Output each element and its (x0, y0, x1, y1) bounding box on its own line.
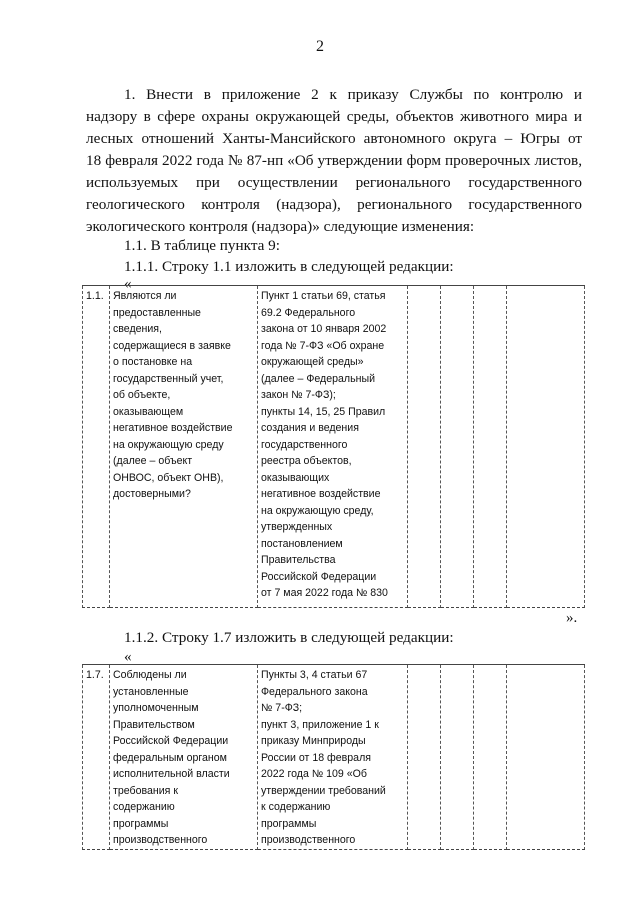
amendment-table-row-1-7 (82, 664, 585, 850)
empty-cell (474, 286, 507, 608)
reference-line: Российской Федерации (261, 570, 377, 583)
question-line: достоверными? (113, 488, 191, 500)
question-line: Соблюдены ли (113, 669, 187, 681)
question-line: о постановке на (113, 356, 193, 368)
reference-line: Федерального закона (261, 685, 368, 698)
close-quote: ». (566, 610, 578, 626)
question-line: уполномоченным (113, 702, 199, 714)
question-line: негативное воздействие (113, 422, 233, 434)
paragraph-line: используемых при осуществлении регионального государственного (86, 174, 582, 191)
reference-line: закона от 10 января 2002 (261, 323, 387, 335)
question-line: Правительством (113, 718, 195, 731)
item-1-1-1: 1.1.1. Строку 1.1 изложить в следующей редакции: (124, 258, 454, 275)
question-line: содержанию (113, 801, 175, 813)
question-line: федеральным органом (113, 751, 227, 764)
question-cell (110, 665, 258, 850)
reference-line: (далее – Федеральный (261, 372, 375, 385)
paragraph-line: геологического контроля (надзора), регионального государственного (86, 196, 582, 213)
reference-line: утвержденных (261, 521, 333, 533)
reference-line: создания и ведения (261, 422, 359, 434)
paragraph-line: лесных отношений Ханты-Мансийского автономного округа – Югры от (86, 130, 582, 147)
reference-line: пункты 14, 15, 25 Правил (261, 405, 386, 418)
question-line: государственный учет, (113, 372, 224, 385)
empty-cell (408, 286, 441, 608)
empty-cell (441, 286, 474, 608)
reference-line: закон № 7-ФЗ); (261, 389, 336, 401)
reference-line: № 7-ФЗ; (261, 702, 303, 714)
paragraph-line: экологического контроля (надзора)» следующие изменения: (86, 218, 475, 235)
question-line: ОНВОС, объект ОНВ), (113, 471, 224, 484)
row-number: 1.1. (83, 286, 110, 608)
reference-line: 2022 года № 109 «Об (261, 768, 367, 780)
empty-cell (408, 665, 441, 850)
item-1-1-2: 1.1.2. Строку 1.7 изложить в следующей редакции: (124, 629, 454, 646)
question-line: содержащиеся в заявке (113, 339, 231, 352)
reference-line: Пункты 3, 4 статьи 67 (261, 669, 368, 681)
reference-line: 69.2 Федерального (261, 306, 356, 319)
paragraph-line: 18 февраля 2022 года № 87-нп «Об утверждении форм проверочных листов, (86, 152, 582, 169)
reference-line: реестра объектов, (261, 455, 352, 467)
reference-line: пункт 3, приложение 1 к (261, 718, 379, 731)
reference-line: России от 18 февраля (261, 751, 371, 764)
reference-line: года № 7-ФЗ «Об охране (261, 339, 385, 352)
reference-line: к содержанию (261, 801, 331, 813)
empty-cell (507, 665, 585, 850)
open-quote: « (124, 275, 132, 292)
reference-line: программы (261, 817, 317, 830)
reference-line: Правительства (261, 554, 336, 566)
reference-line: на окружающую среду, (261, 504, 374, 517)
page-number: 2 (316, 38, 324, 55)
paragraph-line: 1. Внести в приложение 2 к приказу Службы по контролю и (124, 86, 582, 103)
item-1-1: 1.1. В таблице пункта 9: (124, 237, 280, 254)
question-line: требования к (113, 784, 178, 797)
question-line: предоставленные (113, 306, 201, 319)
legal-reference-cell (258, 665, 408, 850)
question-line: установленные (113, 685, 189, 698)
reference-line: постановлением (261, 537, 343, 550)
reference-line: государственного (261, 438, 348, 451)
question-line: Являются ли (113, 290, 177, 302)
reference-line: производственного (261, 834, 356, 846)
question-line: на окружающую среду (113, 438, 224, 451)
reference-line: Пункт 1 статьи 69, статья (261, 290, 386, 302)
open-quote: « (124, 648, 132, 665)
reference-line: утверждении требований (261, 784, 386, 797)
reference-line: негативное воздействие (261, 488, 381, 500)
row-number: 1.7. (83, 665, 110, 850)
question-cell (110, 286, 258, 608)
amendment-table-row-1-1 (82, 285, 585, 608)
paragraph-1 (86, 84, 582, 238)
legal-reference-cell (258, 286, 408, 608)
reference-line: приказу Минприроды (261, 735, 366, 747)
reference-line: оказывающих (261, 471, 330, 484)
empty-cell (441, 665, 474, 850)
reference-line: от 7 мая 2022 года № 830 (261, 587, 388, 599)
reference-line: окружающей среды» (261, 356, 364, 368)
question-line: сведения, (113, 323, 162, 335)
question-line: исполнительной власти (113, 768, 230, 780)
empty-cell (474, 665, 507, 850)
empty-cell (507, 286, 585, 608)
question-line: об объекте, (113, 389, 171, 401)
paragraph-line: надзору в сфере охраны окружающей среды, объектов животного мира и (86, 108, 582, 125)
question-line: программы (113, 817, 169, 830)
question-line: (далее – объект (113, 455, 193, 467)
question-line: Российской Федерации (113, 735, 229, 747)
question-line: оказывающем (113, 405, 184, 418)
question-line: производственного (113, 834, 208, 846)
